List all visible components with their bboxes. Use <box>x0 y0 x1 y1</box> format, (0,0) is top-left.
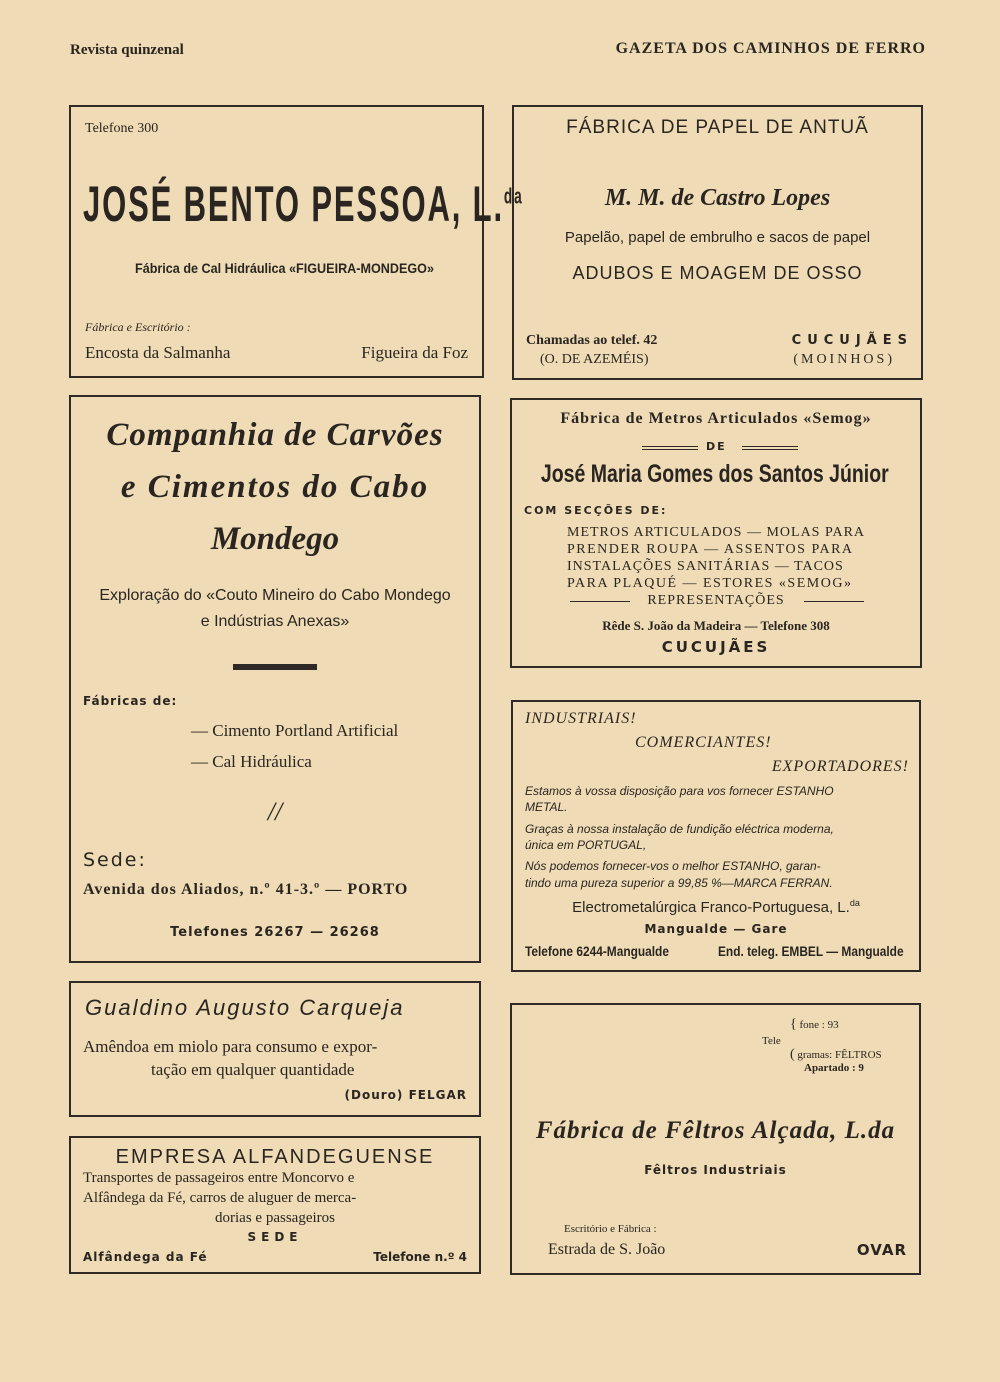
ad-alfandeguense-desc-line2: Alfândega da Fé, carros de aluguer de merca- <box>83 1190 357 1206</box>
ad-semog-seccoes: COM SECÇÕES DE: <box>524 504 668 517</box>
ad-antua-phone: Chamadas ao telef. 42 <box>526 333 658 348</box>
running-header-title: GAZETA DOS CAMINHOS DE FERRO <box>615 40 926 57</box>
ad-feltros-sub: Fêltros Industriais <box>644 1163 787 1177</box>
ad-estanho-p1b: METAL. <box>525 800 568 814</box>
ad-semog-line5: REPRESENTAÇÕES <box>647 593 785 608</box>
ad-empresa-alfandeguense <box>69 1136 481 1274</box>
ad-gualdino-carqueja <box>69 981 481 1117</box>
ad-antua-owner: M. M. de Castro Lopes <box>604 185 831 211</box>
ad-semog-title: Fábrica de Metros Articulados «Semog» <box>560 410 872 427</box>
ad-alfandeguense-phone: Telefone n.º 4 <box>373 1250 467 1264</box>
ad-estanho-p2b: única em PORTUGAL, <box>525 838 647 852</box>
ad-estanho-h3: EXPORTADORES! <box>771 758 909 775</box>
ad-estanho-teleg: End. teleg. EMBEL — Mangualde <box>718 943 904 959</box>
ad-antua-products2: ADUBOS E MOAGEM DE OSSO <box>572 263 863 283</box>
ad-semog-town: CUCUJÃES <box>661 638 771 656</box>
ad-carqueja-place: (Douro) FELGAR <box>344 1088 467 1102</box>
ad-carvoes-title-line2: e Cimentos do Cabo <box>120 469 430 505</box>
ad-estanho-phone: Telefone 6244-Mangualde <box>525 943 669 959</box>
ad-pessoa-address-left: Encosta da Salmanha <box>85 343 231 362</box>
ad-antua-phone-place: (O. DE AZEMÉIS) <box>540 352 649 367</box>
ad-pessoa-subtitle: Fábrica de Cal Hidráulica «FIGUEIRA-MONDEGO» <box>135 260 434 276</box>
ad-carqueja-desc-line2: tação em qualquer quantidade <box>151 1060 355 1079</box>
ad-carvoes-title-line1: Companhia de Carvões <box>106 417 444 453</box>
ad-fabrica-feltros-alcada <box>510 1003 921 1275</box>
ad-carvoes-title-line3: Mondego <box>210 521 340 557</box>
ad-carqueja-name: Gualdino Augusto Carqueja <box>85 995 405 1020</box>
ad-fabrica-papel-antua <box>512 105 923 380</box>
ad-estanho-h2: COMERCIANTES! <box>635 734 772 751</box>
ad-estanho-location: Mangualde — Gare <box>644 922 788 936</box>
ad-carvoes-desc-line1: Exploração do «Couto Mineiro do Cabo Mondego <box>99 587 451 604</box>
ad-semog-line2: PRENDER ROUPA — ASSENTOS PARA <box>567 542 854 557</box>
ad-antua-town: CUCUJÃES <box>791 333 913 348</box>
ad-feltros-apartado: Apartado : 9 <box>804 1062 864 1074</box>
ad-carvoes-item-cimento: — Cimento Portland Artificial <box>191 721 399 740</box>
ad-alfandeguense-name: EMPRESA ALFANDEGUENSE <box>115 1146 435 1168</box>
ad-estanho-p1a: Estamos à vossa disposição para vos fornecer ESTANHO <box>525 784 834 798</box>
ad-feltros-tele: Tele <box>762 1035 781 1047</box>
ad-alfandeguense-sede: SEDE <box>247 1230 303 1244</box>
ad-semog-line3: INSTALAÇÕES SANITÁRIAS — TACOS <box>567 559 844 574</box>
ad-antua-town-sub: (MOINHOS) <box>793 352 895 367</box>
ad-semog-line4: PARA PLAQUÉ — ESTORES «SEMOG» <box>567 576 853 591</box>
ad-semog-de: DE <box>706 440 727 453</box>
ad-estanho-company: Electrometalúrgica Franco-Portuguesa, L.$^{da}$ <box>572 898 860 916</box>
ad-carvoes-telefones: Telefones 26267 — 26268 <box>170 925 380 940</box>
ad-alfandeguense-place: Alfândega da Fé <box>83 1250 208 1264</box>
ad-carvoes-rule <box>233 664 317 670</box>
ad-carvoes-mark: // <box>267 797 283 826</box>
ad-jose-bento-pessoa <box>69 105 524 378</box>
ad-carvoes-desc-line2: e Indústrias Anexas» <box>200 613 350 630</box>
ad-feltros-fone: { fone : 93 <box>790 1017 839 1032</box>
ad-carvoes-item-cal: — Cal Hidráulica <box>191 752 312 771</box>
ad-pessoa-label: Fábrica e Escritório : <box>85 320 191 334</box>
ad-semog-rule-right <box>742 446 798 450</box>
ad-companhia-carvoes <box>69 395 481 963</box>
ad-pessoa-telephone: Telefone 300 <box>85 121 159 136</box>
ad-semog-owner: José Maria Gomes dos Santos Júnior <box>540 460 889 488</box>
ad-semog-line1: METROS ARTICULADOS — MOLAS PARA <box>567 525 866 540</box>
ad-estanho-p2a: Graças à nossa instalação de fundição eléctrica moderna, <box>525 822 834 836</box>
ad-antua-title: FÁBRICA DE PAPEL DE ANTUÃ <box>566 117 869 138</box>
ad-feltros-label: Escritório e Fábrica : <box>564 1223 657 1235</box>
ad-semog-contact: Rêde S. João da Madeira — Telefone 308 <box>602 618 830 633</box>
ad-estanho-h1: INDUSTRIAIS! <box>525 710 637 727</box>
ad-carvoes-fabricas-label: Fábricas de: <box>83 694 178 708</box>
ad-electrometalurgica <box>511 700 921 972</box>
ad-pessoa-company-name: JOSÉ BENTO PESSOA, L.$^{da}$ <box>83 176 524 232</box>
ad-antua-products: Papelão, papel de embrulho e sacos de papel <box>564 229 871 246</box>
ad-feltros-name: Fábrica de Fêltros Alçada, L.da <box>535 1117 896 1144</box>
running-header-left: Revista quinzenal <box>70 42 184 58</box>
ad-pessoa-address-right: Figueira da Foz <box>361 343 468 362</box>
ad-fabrica-metros-semog <box>510 398 922 668</box>
ad-carvoes-sede-label: Sede: <box>83 849 147 871</box>
ad-alfandeguense-desc-line1: Transportes de passageiros entre Moncorvo e <box>83 1170 355 1186</box>
ad-feltros-town: OVAR <box>856 1241 907 1259</box>
ad-semog-rule-left <box>642 446 698 450</box>
ad-carvoes-sede-address: Avenida dos Aliados, n.º 41-3.º — PORTO <box>83 881 409 898</box>
ad-carqueja-desc-line1: Amêndoa em miolo para consumo e expor- <box>83 1037 378 1056</box>
ad-estanho-p3b: tindo uma pureza superior a 99,85 %—MARCA FERRAN. <box>525 876 833 890</box>
ad-alfandeguense-desc-line3: dorias e passageiros <box>215 1210 335 1226</box>
ad-estanho-p3a: Nós podemos fornecer-vos o melhor ESTANHO, garan- <box>525 859 821 873</box>
ad-feltros-address: Estrada de S. João <box>548 1241 666 1258</box>
ad-semog-rule-rep-right <box>804 601 864 602</box>
ad-feltros-gramas: ( gramas: FÊLTROS <box>790 1047 882 1062</box>
